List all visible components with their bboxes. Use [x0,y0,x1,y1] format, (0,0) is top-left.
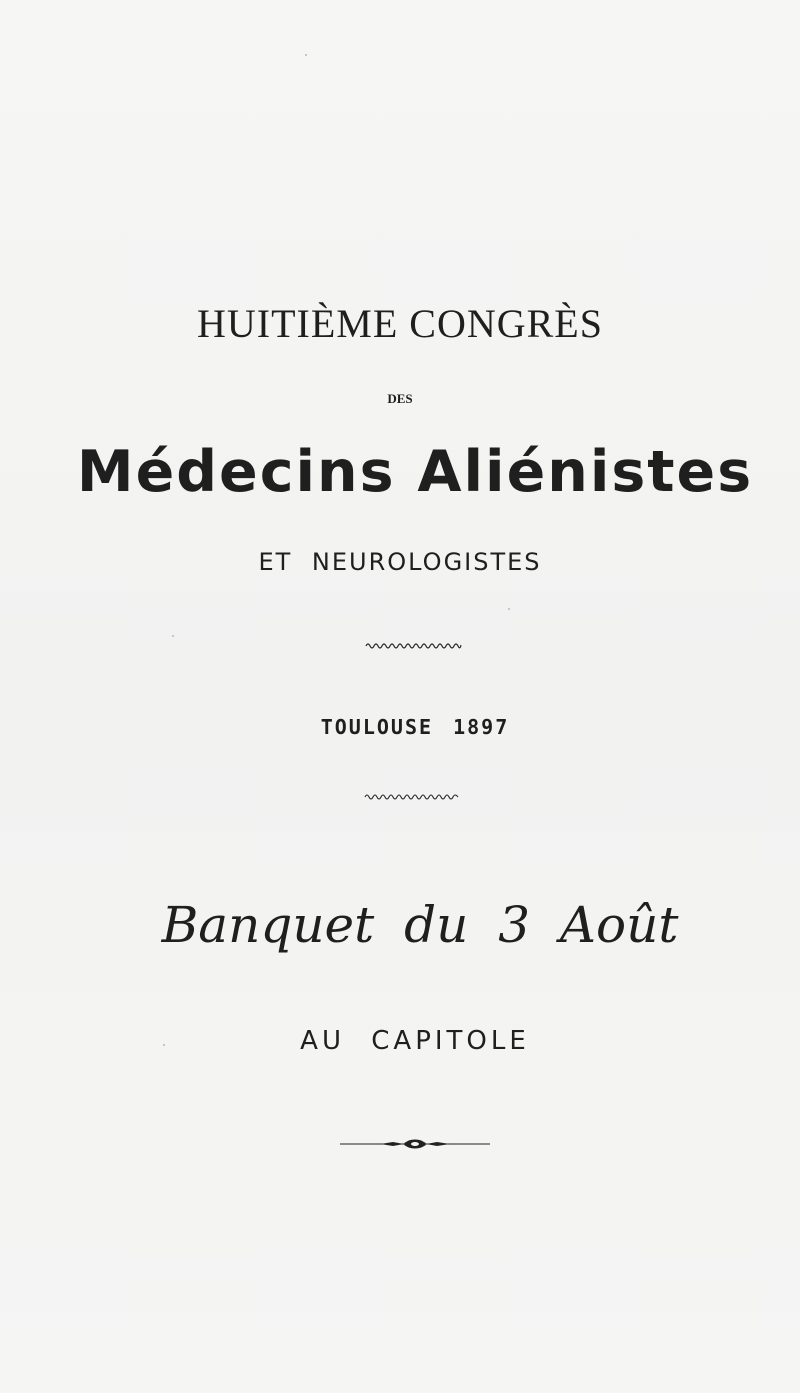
congress-heading: HUITIÈME CONGRÈS [197,301,603,346]
paper-speck [305,54,307,56]
paper-speck [508,608,510,610]
wavy-rule-ornament-bottom [364,792,460,802]
paper-speck [172,635,174,637]
banquet-title: Banquet du 3 Août [161,896,679,954]
main-title: Médecins Aliénistes [76,439,754,505]
wavy-rule-ornament-top [365,641,462,651]
paper-speck [163,1044,165,1046]
subtitle: ET NEUROLOGISTES [258,548,542,576]
city-and-year: TOULOUSE 1897 [320,715,510,739]
connector-word: DES [387,391,413,406]
floral-dash-ornament [338,1136,492,1152]
venue-label: AU CAPITOLE [300,1026,530,1056]
